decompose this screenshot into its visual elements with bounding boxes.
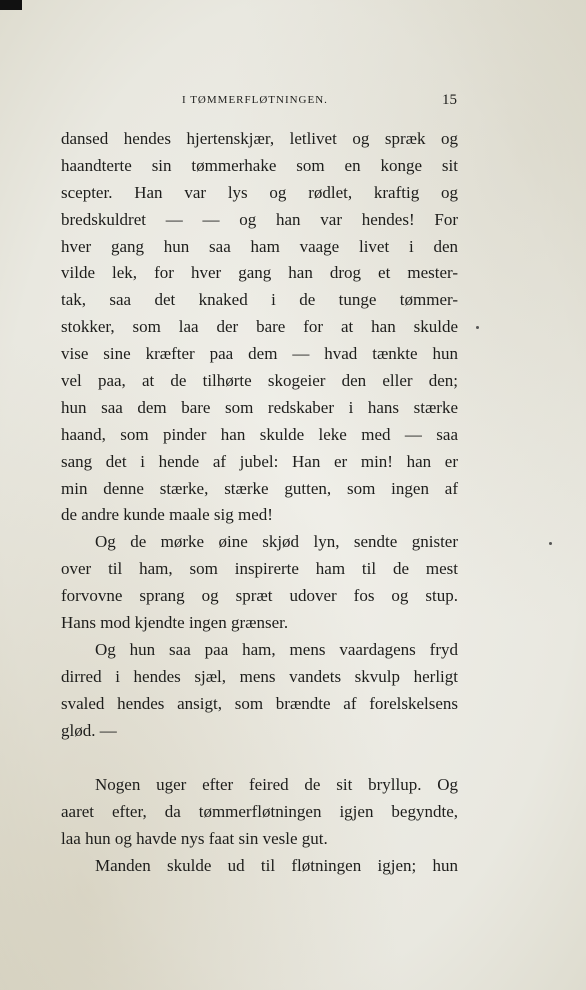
text-line: Manden skulde ud til fløtningen igjen; hun [95,856,458,876]
text-line: dansed hendes hjertenskjær, letlivet og spræk og [61,129,458,148]
scan-corner-mark [0,0,22,10]
text-line: bredskuldret — — og han var hendes! For [61,209,458,229]
text-line: aaret efter, da tømmerfløtningen igjen begyndte, [61,802,458,822]
paper-speck [476,326,479,329]
text-line: glød. — [61,720,117,740]
text-line: haand, som pinder han skulde leke med — saa [61,424,458,444]
text-line: Og hun saa paa ham, mens vaardagens fryd [95,639,458,659]
text-line: over til ham, som inspirerte ham til de mest [61,559,458,579]
text-line: Nogen uger efter feired de sit bryllup. Og [95,775,458,795]
running-head: I TØMMERFLØTNINGEN. [182,94,328,106]
text-line: svaled hendes ansigt, som brændte af forelskelsens [61,693,458,713]
text-line: vel paa, at de tilhørte skogeier den eller den; [61,371,458,391]
text-line: stokker, som laa der bare for at han skulde [61,317,458,337]
text-line: Og de mørke øine skjød lyn, sendte gnister [95,532,458,552]
text-line: haandterte sin tømmerhake som en konge sit [61,155,458,175]
text-line: tak, saa det knaked i de tunge tømmer- [61,290,458,310]
paper-speck [549,542,552,545]
text-line: sang det i hende af jubel: Han er min! han er [61,451,458,471]
text-line: Hans mod kjendte ingen grænser. [61,613,289,633]
body-text [61,126,458,880]
page-number: 15 [442,92,457,108]
text-line: forvovne sprang og spræt udover fos og stup. [61,586,458,606]
text-line: scepter. Han var lys og rødlet, kraftig og [61,182,458,202]
text-line: min denne stærke, stærke gutten, som ingen af [61,478,458,498]
text-line: vise sine kræfter paa dem — hvad tænkte hun [61,344,458,364]
section-break [61,744,458,772]
text-line: dirred i hendes sjæl, mens vandets skvulp herligt [61,666,458,686]
text-line: laa hun og havde nys faat sin vesle gut. [61,829,328,849]
text-line: hver gang hun saa ham vaage livet i den [61,236,458,256]
text-line: de andre kunde maale sig med! [61,505,273,525]
text-line: hun saa dem bare som redskaber i hans stærke [61,397,458,417]
text-line: vilde lek, for hver gang han drog et mester- [61,263,458,283]
